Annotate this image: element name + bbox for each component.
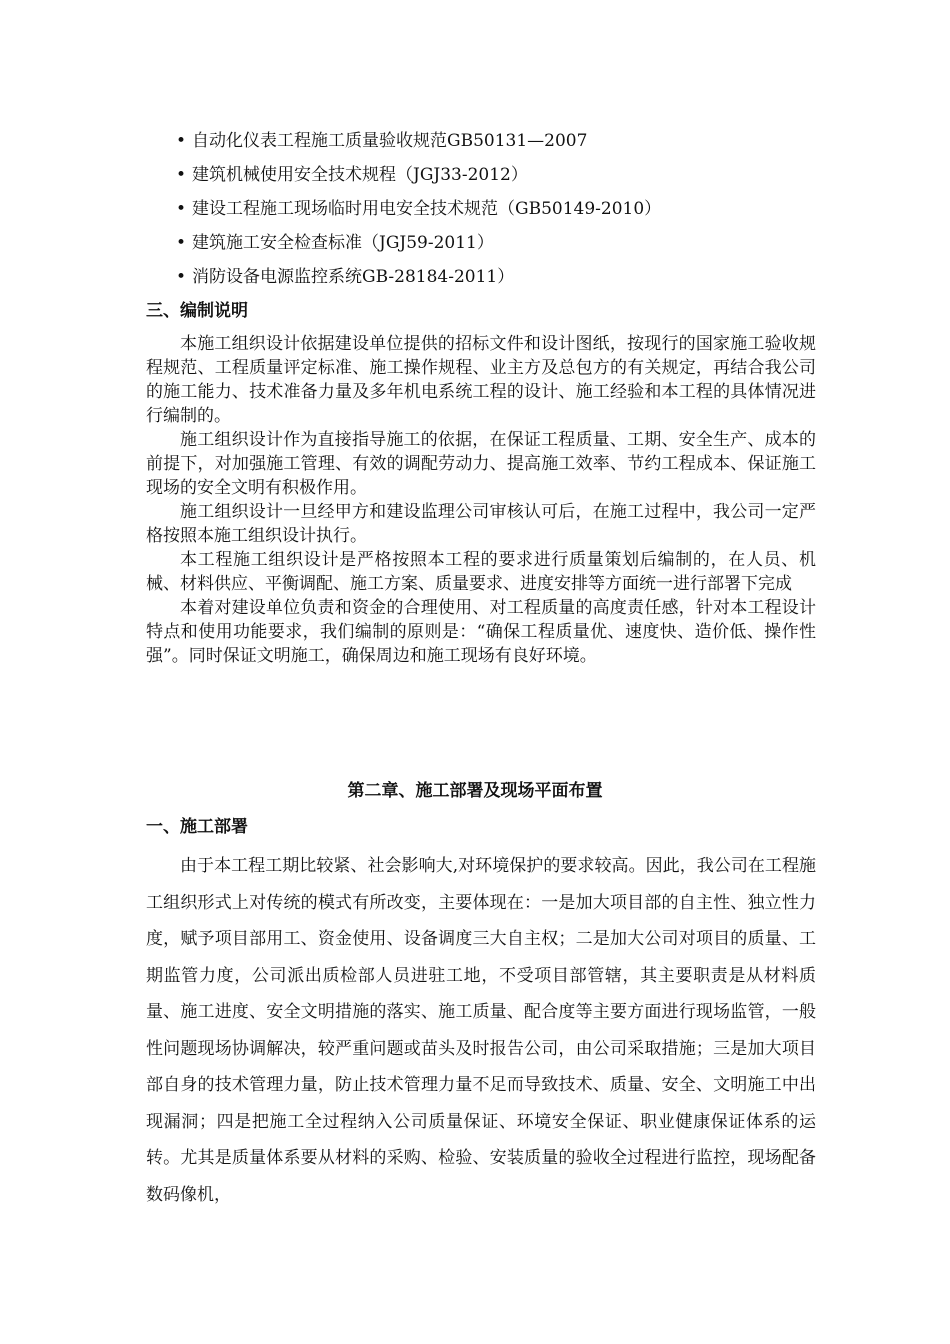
paragraph: 由于本工程工期比较紧、社会影响大,对环境保护的要求较高。因此，我公司在工程施工组织形式上对传统的模式有所改变，主要体现在：一是加大项目部的自主性、独立性力度，赋予项目部用工、资金使用、设备调度三大自主权；二是加大公司对项目的质量、工期监管力度，公司派出质检部人员进驻工地，不受项目部管辖，其主要职责是从材料质量、施工进度、安全文明措施的落实、施工质量、配合度等主要方面进行现场监管，一般性问题现场协调解决，较严重问题或苗头及时报告公司，由公司采取措施；三是加大项目部自身的技术管理力量，防止技术管理力量不足而导致技术、质量、安全、文明施工中出现漏洞；四是把施工全过程纳入公司质量保证、环境安全保证、职业健康保证体系的运转。尤其是质量体系要从材料的采购、检验、安装质量的验收全过程进行监控，现场配备数码像机，: [146, 856, 816, 1205]
standards-list-item: [176, 260, 816, 294]
deployment-body: [146, 848, 816, 1213]
bullet-icon: •: [176, 267, 187, 287]
standards-list-item: [176, 158, 816, 192]
standards-list: [176, 124, 816, 294]
paragraph: 施工组织设计一旦经甲方和建设监理公司审核认可后，在施工过程中，我公司一定严格按照本施工组织设计执行。: [146, 502, 816, 546]
standards-list-item: [176, 124, 816, 158]
standards-list-item: [176, 192, 816, 226]
standard-text: 消防设备电源监控系统GB-28184-2011）: [192, 267, 515, 287]
bullet-icon: •: [176, 165, 187, 185]
section-heading-compile-notes: 三、编制说明: [146, 301, 248, 321]
standard-text: 自动化仪表工程施工质量验收规范GB50131—2007: [192, 131, 588, 151]
paragraph: 本工程施工组织设计是严格按照本工程的要求进行质量策划后编制的，在人员、机械、材料供应、平衡调配、施工方案、质量要求、进度安排等方面统一进行部署下完成: [146, 550, 816, 594]
paragraph: 施工组织设计作为直接指导施工的依据，在保证工程质量、工期、安全生产、成本的前提下，对加强施工管理、有效的调配劳动力、提高施工效率、节约工程成本、保证施工现场的安全文明有积极作用。: [146, 430, 816, 498]
bullet-icon: •: [176, 131, 187, 151]
section-heading-deployment: 一、施工部署: [146, 817, 248, 837]
standard-text: 建设工程施工现场临时用电安全技术规范（GB50149-2010）: [192, 199, 662, 219]
chapter-title: 第二章、施工部署及现场平面布置: [347, 781, 603, 801]
paragraph: 本着对建设单位负责和资金的合理使用、对工程质量的高度责任感，针对本工程设计特点和使用功能要求，我们编制的原则是：“确保工程质量优、速度快、造价低、操作性强”。同时保证文明施工，确保周边和施工现场有良好环境。: [146, 598, 816, 666]
bullet-icon: •: [176, 199, 187, 219]
compile-notes-body: [146, 332, 816, 668]
standards-list-item: [176, 226, 816, 260]
bullet-icon: •: [176, 233, 187, 253]
standard-text: 建筑施工安全检查标准（JGJ59-2011）: [192, 233, 494, 253]
paragraph: 本施工组织设计依据建设单位提供的招标文件和设计图纸，按现行的国家施工验收规程规范、工程质量评定标准、施工操作规程、业主方及总包方的有关规定，再结合我公司的施工能力、技术准备力量及多年机电系统工程的设计、施工经验和本工程的具体情况进行编制的。: [146, 334, 816, 426]
standard-text: 建筑机械使用安全技术规程（JGJ33-2012）: [192, 165, 528, 185]
